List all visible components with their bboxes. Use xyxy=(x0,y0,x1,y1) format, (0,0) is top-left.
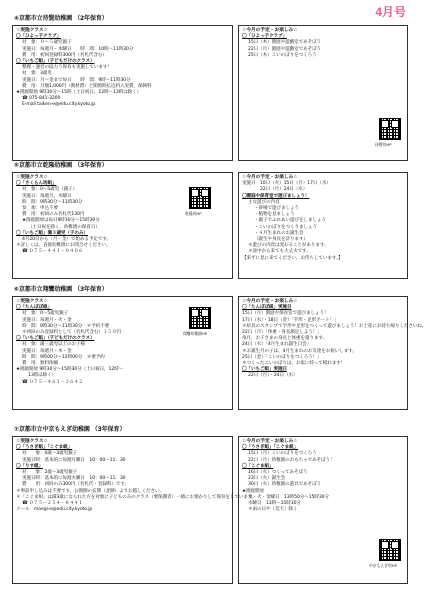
text-line: 実施日：月～金まで毎日 時 間：9時～11時30分 xyxy=(22,77,131,83)
text-line: 15日（月）園庭や保育室で遊びましょう！ xyxy=(242,311,329,317)
text-line: 4月20日から（月・金）で始める予定です。 xyxy=(22,237,111,243)
kindergarten-section-moegi xyxy=(12,425,408,585)
text-line: E-mail taiken-e@edu.city.kyoto.jp xyxy=(22,102,96,108)
text-line: ☎ ０７５－２５４－８４４１ xyxy=(22,501,83,507)
kindergarten-section-taiken xyxy=(12,14,408,162)
text-line: 16日（火）つくってあそぼう xyxy=(248,470,308,476)
text-line: ☆実施クラス☆ xyxy=(16,175,48,180)
qr-label: 翔鸞幼稚園HP xyxy=(183,331,208,336)
text-line: 〇「うさぎ組」「こぐま組」 xyxy=(16,445,73,451)
text-line: 30日（火）幼稚園の遊具であそぼう xyxy=(248,482,322,488)
text-line: 〇「いちご組」満３歳児（子のみ） xyxy=(16,230,88,236)
class-info-box xyxy=(12,172,233,279)
text-line: ☆実施クラス☆ xyxy=(16,299,48,304)
text-line: 17日（水）・18日（金）「手形・足形アート！」 xyxy=(242,317,339,323)
text-line: 〇「いちご組」（子どもだけのクラス） xyxy=(16,59,95,65)
class-info-list xyxy=(13,26,232,111)
text-line: ★園庭開放 xyxy=(242,488,264,494)
text-line: 15日（木）園庭や遊戯室であそぼう xyxy=(248,40,322,46)
monthly-events-box xyxy=(238,436,408,584)
section-title: ⑥京都市立翔鸞幼稚園 （3年保育） xyxy=(14,286,108,293)
text-line: 時 間：9時00分～12時00分 ＊要予約 xyxy=(22,354,105,360)
text-line: ☆今月の予定・お楽しみ☆ xyxy=(242,299,298,304)
text-line: ・４月生まれのお誕生会 xyxy=(254,230,304,236)
text-line: 22日（月）「体重・身長測定しよう！」 xyxy=(242,330,322,336)
text-line: ＊絵具のスタンプで手形や足形をつくって遊びましょう！お土産にお持ち帰りくださいね。 xyxy=(242,323,426,329)
text-line: ☆今月の予定・お楽しみ☆ xyxy=(242,439,298,444)
text-line: ・親子でふれあい遊びをしましょう xyxy=(254,218,326,224)
text-line: 整理・運営の協力う保育も実施しています！ xyxy=(22,65,112,71)
text-line: ★園庭開放 9時30分～15時30分（土日祝日，12時～ xyxy=(16,367,124,373)
text-line: 対 象：0歳～3歳児親子 xyxy=(22,451,78,457)
text-line: メール moegi-e@edu.city.kyoto.jp xyxy=(16,507,93,513)
text-line: 〇「いちご組」実施日 xyxy=(242,367,287,373)
text-line: 【来ずに見に来てください。お待ちしています。】 xyxy=(242,255,343,261)
qr-label: 乾隆幼HP xyxy=(185,211,202,216)
text-line: 〇「さくらん坊組」 xyxy=(16,181,57,187)
text-line: 対 象：2歳～3歳児親子 xyxy=(22,470,78,476)
text-line: 費 用：初回のみ名札代130円 xyxy=(22,212,85,218)
qr-label: 中京もえぎ幼HP xyxy=(369,563,397,568)
text-line: 23日（火）誕生会 xyxy=(248,476,286,482)
text-line: ・植物を見ましょう xyxy=(254,212,295,218)
text-line: ＊遊びの内容は変わることがあります。 xyxy=(248,243,329,249)
text-line: 〇「いちご組」（子どもだけのクラス） xyxy=(16,336,95,342)
text-line: ＊途中から来ても大丈夫です。 xyxy=(248,249,311,255)
text-line: ・砂場で遊びましょう xyxy=(254,206,299,212)
text-line: ＊「こぐま組」は満3歳になられた方を対象に子どものみのクラス（要保護者）一緒にお預かりして保育をしています。 xyxy=(16,494,257,500)
text-line: 費 用：月額1,000円（教材費）と開始時払込料入実費，保険料 xyxy=(22,83,152,89)
events-list xyxy=(239,26,407,61)
text-line: 〇「ひよっ子クラブ」 xyxy=(242,34,287,40)
kindergarten-section-shoran xyxy=(12,285,426,411)
text-line: 実施日：毎週月・火・金 xyxy=(22,317,72,323)
section-title: ⑦京都市立中京もえぎ幼稚園 （3年保育） xyxy=(14,426,126,433)
text-line: 対 象：3歳児 xyxy=(22,71,52,77)
text-line: 〇「ひよっ子クラブ」 xyxy=(16,34,61,40)
text-line: 対 象：満三歳児以上のお子様 xyxy=(22,342,85,348)
text-line: ★園庭開放は毎日9時30分～15時30分 xyxy=(22,218,100,224)
text-line: ・こいのぼりをつくりましょう xyxy=(254,224,317,230)
text-line: 実施日：毎週月・木曜日 時 間：10時～11時30分 xyxy=(22,46,134,52)
qr-label: 待賢幼HP xyxy=(375,142,392,147)
text-line: ＊つくったこいのぼりは，お家に持って帰れます！ xyxy=(242,361,346,367)
section-title: ④京都市立待賢幼稚園 （2年保育） xyxy=(14,15,108,22)
class-info-box xyxy=(12,25,233,161)
class-info-box xyxy=(12,296,233,410)
text-line: 13時は除く） xyxy=(28,373,57,379)
text-line: ＊お誕生月の子は、4月生まれのお友達をお祝いします。 xyxy=(242,348,357,354)
text-line: 費 用：初回登録料300円（名札代含む） xyxy=(22,52,107,58)
text-line: 25日（金）「こいのぼりをつくろう！」 xyxy=(242,354,322,360)
text-line: 月・火・金曜日 13時50分～15時30分 xyxy=(248,494,330,500)
text-line: 参 加：申込不要 xyxy=(22,206,58,212)
text-line: 主な遊びの内容 xyxy=(248,199,280,205)
text-line: 実施日時：基本的に毎週火曜日 10：00～11：30 xyxy=(22,476,126,482)
monthly-events-box xyxy=(238,25,408,161)
page-issue-badge: 4月号 xyxy=(375,5,406,19)
qr-code-icon[interactable] xyxy=(189,187,211,209)
text-line: 実施日 10日（火）15日（月）17日（水） xyxy=(242,181,331,187)
text-line: 15日（月）こいのぼりをつくろう xyxy=(248,451,317,457)
text-line: 〇「たんぽぽ組」 xyxy=(16,305,52,311)
text-line: （土日祝を除く，幼稚園の保育日） xyxy=(28,224,100,230)
text-line: 25日（木）こいのぼりをつくろう xyxy=(248,52,317,58)
text-line: 毎月，お子さまの身長と体重を量ります。 xyxy=(242,336,328,342)
text-line: （誕生や身長を計ります） xyxy=(254,237,308,243)
text-line: ☎ 075-841-3200 xyxy=(22,96,61,102)
text-line: 22日（月）・24日（水） xyxy=(248,373,298,379)
text-line: 〇園庭や保育室で遊びましょう！ xyxy=(242,193,310,199)
text-line: ＊詳しくは，直接幼稚園にお問合せください。 xyxy=(16,243,111,249)
text-line: 〇「りす組」 xyxy=(16,463,43,469)
text-line: ＊雨の日や（荒天）除く xyxy=(248,507,298,513)
monthly-events-box xyxy=(238,296,426,410)
text-line: ☆今月の予定・お楽しみ☆ xyxy=(242,28,298,33)
text-line: ＊初回のみ登録料として（名札代含む）１５０円 xyxy=(22,330,121,336)
text-line: 22日（月）幼稚園のおもちゃであそぼう！ xyxy=(248,457,335,463)
text-line: 実施日時：基本的に毎週月曜日 10：00～11：30 xyxy=(22,457,126,463)
text-line: 24日（水）「4月生まれ誕生日会」 xyxy=(242,342,312,348)
qr-code-icon[interactable] xyxy=(379,539,401,561)
events-list xyxy=(239,437,407,515)
section-title: ⑤京都市立乾隆幼稚園 （3年保育） xyxy=(14,162,108,169)
text-line: 22日（月）24日（水） xyxy=(242,187,308,193)
text-line: ☆実施クラス☆ xyxy=(16,28,48,33)
text-line: 〇「たんぽぽ組」実施日 xyxy=(242,305,292,311)
text-line: ★園庭開放 9時30分～15時（土日祝日，12時～13時は除く） xyxy=(16,90,142,96)
text-line: ☎ ０７５－４６１－３６４２ xyxy=(22,379,83,385)
text-line: 費 用：無料体験 xyxy=(22,361,58,367)
text-line: ☆今月の予定・お楽しみ☆ xyxy=(242,175,298,180)
monthly-events-box xyxy=(238,172,408,279)
text-line: 対 象：０～５歳児親子 xyxy=(22,40,72,46)
text-line: ＊事前申し込みは不要です。公園側の玄関（北側）よりお越しください。 xyxy=(16,488,164,494)
events-list xyxy=(239,297,426,382)
text-line: 22日（月）園庭や遊戯室であそぼう xyxy=(248,46,322,52)
text-line: 〇「こぐま組」 xyxy=(242,463,274,469)
qr-code-icon[interactable] xyxy=(379,118,401,140)
text-line: 対 象：0～5歳児（親子） xyxy=(22,187,78,193)
text-line: 〇「うさぎ組」「こぐま組」 xyxy=(242,445,299,451)
events-list xyxy=(239,173,407,264)
text-line: ☎ ０７５－４４１－０４０６ xyxy=(22,249,83,255)
text-line: 実施日：毎週月，水曜日 xyxy=(22,193,72,199)
text-line: ☆実施クラス☆ xyxy=(16,439,48,444)
text-line: 時 間：9時30分～11時30分 ＊予約不要 xyxy=(22,323,110,329)
text-line: 実施日：毎週月・木・金 xyxy=(22,348,72,354)
text-line: 時 間：9時30分～11時30分 xyxy=(22,199,83,205)
text-line: 費 用：初回のみ300円（名札代・登録料）です。 xyxy=(22,482,129,488)
qr-code-icon[interactable] xyxy=(189,307,211,329)
kindergarten-section-kenryu xyxy=(12,161,408,281)
text-line: 水曜日 13時～15時30分 xyxy=(248,501,301,507)
text-line: 対 象：0～5歳児親子 xyxy=(22,311,69,317)
